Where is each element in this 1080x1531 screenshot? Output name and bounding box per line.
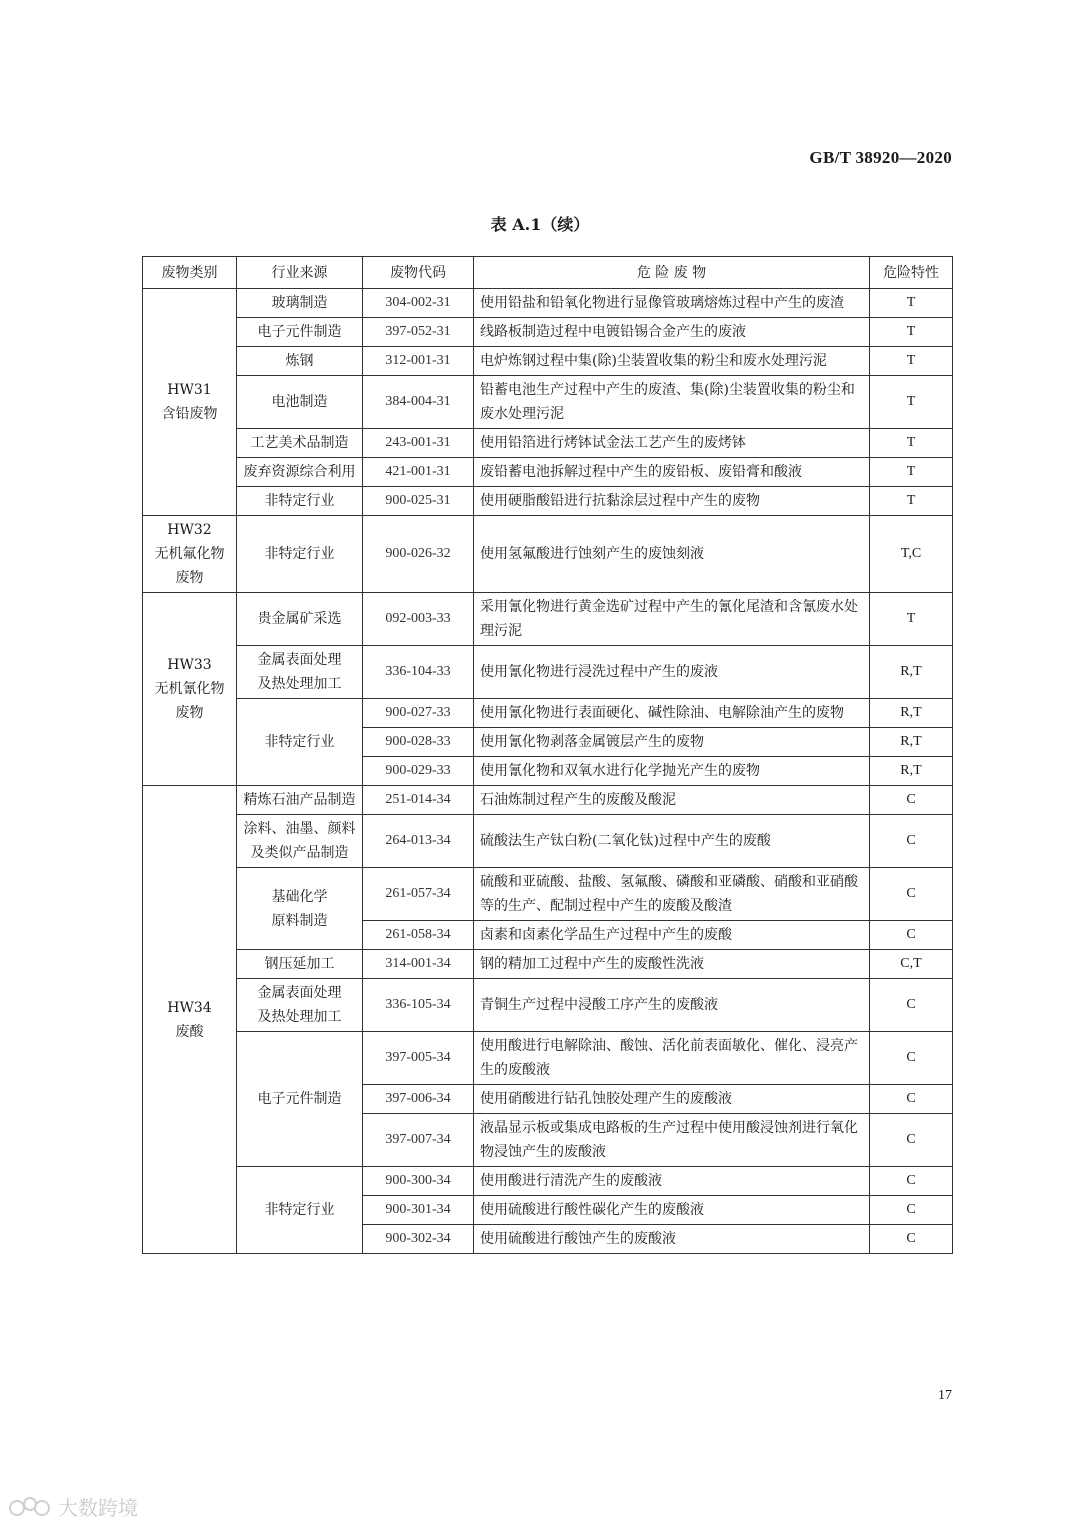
hazard-property-cell: R,T (870, 699, 953, 728)
industry-source-line: 非特定行业 (264, 493, 335, 509)
waste-category-cell (143, 593, 237, 786)
industry-source-line: 电子元件制造 (257, 324, 342, 340)
waste-description-cell: 使用铅箔进行烤钵试金法工艺产生的废烤钵 (474, 429, 870, 458)
waste-code-cell: 900-302-34 (363, 1225, 474, 1254)
waste-code-cell: 900-301-34 (363, 1196, 474, 1225)
waste-code-cell: 261-057-34 (363, 868, 474, 921)
waste-description-cell: 液晶显示板或集成电路板的生产过程中使用酸浸蚀剂进行氧化物浸蚀产生的废酸液 (474, 1114, 870, 1167)
industry-source-line: 非特定行业 (264, 1202, 335, 1218)
waste-description-cell: 线路板制造过程中电镀铅锡合金产生的废液 (474, 318, 870, 347)
waste-code-cell: 900-025-31 (363, 487, 474, 516)
industry-source-cell (237, 815, 363, 868)
table-title: 表 A.1（续） (490, 215, 590, 234)
page-number: 17 (938, 1388, 952, 1403)
table-row (143, 376, 953, 429)
waste-description-cell: 电炉炼钢过程中集(除)尘装置收集的粉尘和废水处理污泥 (474, 347, 870, 376)
table-row (143, 593, 953, 646)
waste-category-line: 废物 (175, 705, 204, 721)
industry-source-line: 及类似产品制造 (250, 845, 349, 861)
waste-description-cell: 使用铅盐和铅氧化物进行显像管玻璃熔炼过程中产生的废渣 (474, 289, 870, 318)
waste-category-line: 含铅废物 (161, 406, 218, 422)
waste-code-cell: 900-029-33 (363, 757, 474, 786)
hazard-property-cell: T (870, 429, 953, 458)
hazard-property-cell: T (870, 289, 953, 318)
waste-category-cell (143, 289, 237, 516)
header-waste-category: 废物类别 (143, 257, 237, 289)
waste-code-cell: 304-002-31 (363, 289, 474, 318)
waste-description-cell: 使用硬脂酸铅进行抗黏涂层过程中产生的废物 (474, 487, 870, 516)
hazard-property-cell: T (870, 376, 953, 429)
waste-code-cell: 314-001-34 (363, 950, 474, 979)
table-row (143, 458, 953, 487)
waste-code-cell: 900-028-33 (363, 728, 474, 757)
waste-code-cell: 397-006-34 (363, 1085, 474, 1114)
waste-code-cell: 243-001-31 (363, 429, 474, 458)
hazard-property-cell: C (870, 1196, 953, 1225)
industry-source-cell (237, 318, 363, 347)
waste-code-cell: 900-027-33 (363, 699, 474, 728)
waste-description-cell: 石油炼制过程产生的废酸及酸泥 (474, 786, 870, 815)
table-row (143, 786, 953, 815)
industry-source-cell (237, 487, 363, 516)
industry-source-line: 非特定行业 (264, 734, 335, 750)
waste-category-line: 无机氟化物 (154, 546, 225, 562)
waste-code-cell: 397-005-34 (363, 1032, 474, 1085)
waste-description-cell: 硫酸和亚硫酸、盐酸、氢氟酸、磷酸和亚磷酸、硝酸和亚硝酸等的生产、配制过程中产生的废酸及酸渣 (474, 868, 870, 921)
waste-code-cell: 261-058-34 (363, 921, 474, 950)
table-row (143, 1032, 953, 1085)
hazard-property-cell: T,C (870, 516, 953, 593)
waste-description-cell: 使用氰化物进行浸洗过程中产生的废液 (474, 646, 870, 699)
waste-description-cell: 使用氰化物剥落金属镀层产生的废物 (474, 728, 870, 757)
waste-category-line: HW31 (167, 382, 212, 398)
waste-description-cell: 使用硝酸进行钻孔蚀胶处理产生的废酸液 (474, 1085, 870, 1114)
industry-source-line: 废弃资源综合利用 (243, 464, 356, 480)
industry-source-line: 及热处理加工 (257, 1009, 342, 1025)
waste-code-cell: 397-007-34 (363, 1114, 474, 1167)
industry-source-cell (237, 593, 363, 646)
waste-category-line: HW32 (167, 522, 212, 538)
standard-code: GB/T 38920—2020 (809, 148, 952, 167)
watermark-text: 大数跨境 (58, 1496, 138, 1520)
watermark-logo-icon (8, 1494, 52, 1520)
header-industry-source: 行业来源 (237, 257, 363, 289)
industry-source-line: 基础化学 (271, 888, 328, 905)
waste-description-cell: 采用氰化物进行黄金选矿过程中产生的氰化尾渣和含氰废水处理污泥 (474, 593, 870, 646)
waste-code-cell: 384-004-31 (363, 376, 474, 429)
waste-code-cell: 092-003-33 (363, 593, 474, 646)
hazard-property-cell: T (870, 318, 953, 347)
hazard-property-cell: T (870, 458, 953, 487)
industry-source-cell (237, 516, 363, 593)
industry-source-line: 玻璃制造 (271, 295, 328, 311)
industry-source-cell (237, 1167, 363, 1254)
table-row (143, 699, 953, 728)
table-row (143, 868, 953, 921)
waste-category-line: 无机氰化物 (154, 681, 225, 697)
industry-source-cell (237, 376, 363, 429)
hazard-property-cell: R,T (870, 646, 953, 699)
waste-description-cell: 卤素和卤素化学品生产过程中产生的废酸 (474, 921, 870, 950)
hazardous-waste-table (142, 256, 953, 1254)
industry-source-cell (237, 289, 363, 318)
table-row (143, 429, 953, 458)
header-waste-code: 废物代码 (363, 257, 474, 289)
industry-source-line: 贵金属矿采选 (257, 611, 342, 627)
table-row (143, 516, 953, 593)
waste-description-cell: 铅蓄电池生产过程中产生的废渣、集(除)尘装置收集的粉尘和废水处理污泥 (474, 376, 870, 429)
table-row (143, 950, 953, 979)
hazard-property-cell: C (870, 1114, 953, 1167)
industry-source-cell (237, 1032, 363, 1167)
hazard-property-cell: C (870, 815, 953, 868)
hazard-property-cell: C (870, 1167, 953, 1196)
waste-code-cell: 900-300-34 (363, 1167, 474, 1196)
waste-description-cell: 青铜生产过程中浸酸工序产生的废酸液 (474, 979, 870, 1032)
hazard-property-cell: C,T (870, 950, 953, 979)
waste-category-cell (143, 516, 237, 593)
waste-code-cell: 336-104-33 (363, 646, 474, 699)
table-row (143, 289, 953, 318)
waste-code-cell: 900-026-32 (363, 516, 474, 593)
waste-description-cell: 使用硫酸进行酸蚀产生的废酸液 (474, 1225, 870, 1254)
table-row (143, 318, 953, 347)
industry-source-cell (237, 458, 363, 487)
industry-source-line: 非特定行业 (264, 546, 335, 562)
hazard-property-cell: T (870, 347, 953, 376)
industry-source-cell (237, 347, 363, 376)
industry-source-cell (237, 646, 363, 699)
industry-source-line: 钢压延加工 (264, 956, 335, 972)
hazard-property-cell: C (870, 1225, 953, 1254)
hazard-property-cell: C (870, 921, 953, 950)
hazard-property-cell: C (870, 786, 953, 815)
hazard-property-cell: C (870, 979, 953, 1032)
industry-source-cell (237, 786, 363, 815)
waste-code-cell: 421-001-31 (363, 458, 474, 487)
waste-category-cell (143, 786, 237, 1254)
waste-description-cell: 钢的精加工过程中产生的废酸性洗液 (474, 950, 870, 979)
industry-source-line: 工艺美术品制造 (250, 435, 349, 451)
table-row (143, 815, 953, 868)
waste-category-line: 废酸 (175, 1023, 204, 1040)
header-hazard-property: 危险特性 (870, 257, 953, 289)
waste-category-line: HW33 (167, 657, 212, 673)
waste-code-cell: 397-052-31 (363, 318, 474, 347)
industry-source-cell (237, 979, 363, 1032)
industry-source-line: 金属表面处理 (257, 985, 342, 1001)
table-body (143, 289, 953, 1254)
table-header-row (143, 257, 953, 289)
header-hazardous-waste: 危 险 废 物 (474, 257, 870, 289)
hazard-property-cell: T (870, 487, 953, 516)
hazard-property-cell: R,T (870, 757, 953, 786)
table-row (143, 1167, 953, 1196)
industry-source-line: 涂料、油墨、颜料 (243, 821, 356, 837)
industry-source-cell (237, 950, 363, 979)
industry-source-line: 炼钢 (285, 353, 314, 369)
table-row (143, 487, 953, 516)
hazard-property-cell: C (870, 1032, 953, 1085)
waste-description-cell: 硫酸法生产钛白粉(二氧化钛)过程中产生的废酸 (474, 815, 870, 868)
waste-code-cell: 336-105-34 (363, 979, 474, 1032)
hazard-property-cell: R,T (870, 728, 953, 757)
waste-description-cell: 使用酸进行清洗产生的废酸液 (474, 1167, 870, 1196)
table-row (143, 646, 953, 699)
industry-source-cell (237, 429, 363, 458)
waste-description-cell: 使用硫酸进行酸性碳化产生的废酸液 (474, 1196, 870, 1225)
industry-source-cell (237, 868, 363, 950)
table-row (143, 979, 953, 1032)
watermark (8, 1492, 138, 1521)
waste-description-cell: 使用氢氟酸进行蚀刻产生的废蚀刻液 (474, 516, 870, 593)
industry-source-line: 及热处理加工 (257, 676, 342, 692)
waste-category-line: 废物 (175, 570, 204, 586)
industry-source-line: 精炼石油产品制造 (243, 792, 356, 808)
waste-description-cell: 使用氰化物进行表面硬化、碱性除油、电解除油产生的废物 (474, 699, 870, 728)
hazard-property-cell: C (870, 1085, 953, 1114)
industry-source-line: 电子元件制造 (257, 1091, 342, 1107)
industry-source-line: 金属表面处理 (257, 652, 342, 668)
hazard-property-cell: T (870, 593, 953, 646)
waste-description-cell: 废铅蓄电池拆解过程中产生的废铅板、废铅膏和酸液 (474, 458, 870, 487)
waste-code-cell: 251-014-34 (363, 786, 474, 815)
waste-description-cell: 使用酸进行电解除油、酸蚀、活化前表面敏化、催化、浸亮产生的废酸液 (474, 1032, 870, 1085)
waste-code-cell: 264-013-34 (363, 815, 474, 868)
hazard-property-cell: C (870, 868, 953, 921)
table-row (143, 347, 953, 376)
industry-source-line: 原料制造 (271, 912, 328, 929)
industry-source-line: 电池制造 (271, 394, 328, 410)
industry-source-cell (237, 699, 363, 786)
waste-code-cell: 312-001-31 (363, 347, 474, 376)
waste-category-line: HW34 (167, 999, 212, 1016)
waste-description-cell: 使用氰化物和双氧水进行化学抛光产生的废物 (474, 757, 870, 786)
